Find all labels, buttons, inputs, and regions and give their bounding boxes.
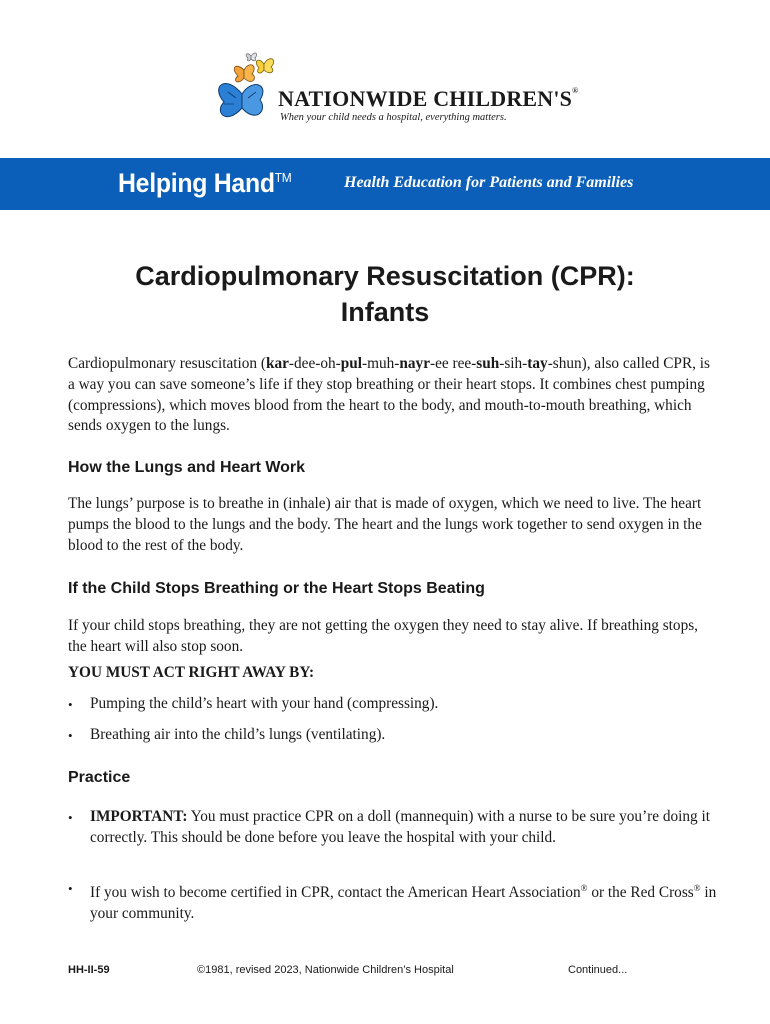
section-heading-practice: Practice [68,769,131,786]
intro-paragraph: Cardiopulmonary resuscitation (kar-dee-oh-pul-muh-nayr-ee ree-suh-sih-tay-shun), also called CPR, is a way you can save someone’s life if they stop breathing or their heart stops. It combines chest pumping (compressions), which moves blood from the heart to the body, and mouth-to-mouth breathing, which sends oxygen to the lungs. [68,355,710,435]
section-heading-lungs-heart: How the Lungs and Heart Work [68,459,306,476]
important-label: IMPORTANT: [90,808,188,825]
organization-name: NATIONWIDE CHILDREN'S® [278,86,579,111]
stops-breathing-paragraph: If your child stops breathing, they are not getting the oxygen they need to stay alive. If breathing stops, the heart will also stop soon. [68,617,698,655]
list-item: • Pumping the child’s heart with your hand (compressing). [68,694,718,716]
continued-label: Continued... [568,964,628,976]
list-item: • Breathing air into the child’s lungs (ventilating). [68,725,718,747]
helping-hand-brand: Helping Hand™ [118,168,292,198]
act-right-away-label: YOU MUST ACT RIGHT AWAY BY: [68,664,315,681]
organization-tagline: When your child needs a hospital, everything matters. [280,112,507,123]
bullet-dot: • [68,728,73,743]
bullet-dot: • [68,697,73,712]
bullet-dot: • [68,810,73,825]
lungs-heart-paragraph: The lungs’ purpose is to breathe in (inhale) air that is made of oxygen, which we need to live. The heart pumps the blood to the lungs and the body. The heart and the lungs work together to send oxygen in the blood to the rest of the body. [68,495,702,554]
list-item: • If you wish to become certified in CPR, contact the American Heart Association® or the Red Cross® in your community. [68,878,718,925]
banner-subtitle: Health Education for Patients and Families [344,174,634,191]
nationwide-childrens-logo [212,48,579,128]
copyright-notice: ©1981, revised 2023, Nationwide Children’s Hospital [197,964,454,976]
title-line-2: Infants [340,297,430,327]
list-item: • IMPORTANT: You must practice CPR on a doll (mannequin) with a nurse to be sure you’re doing it correctly. This should be done before you leave the hospital with your child. [68,807,718,849]
bullet-dot: • [68,881,73,896]
section-heading-stops-breathing: If the Child Stops Breathing or the Heart Stops Beating [68,580,485,597]
document-code: HH-II-59 [68,964,110,976]
document-title [60,258,710,330]
helping-hand-banner [0,158,770,210]
trademark-mark: TM [274,170,292,185]
title-line-1: Cardiopulmonary Resuscitation (CPR): [135,261,635,291]
